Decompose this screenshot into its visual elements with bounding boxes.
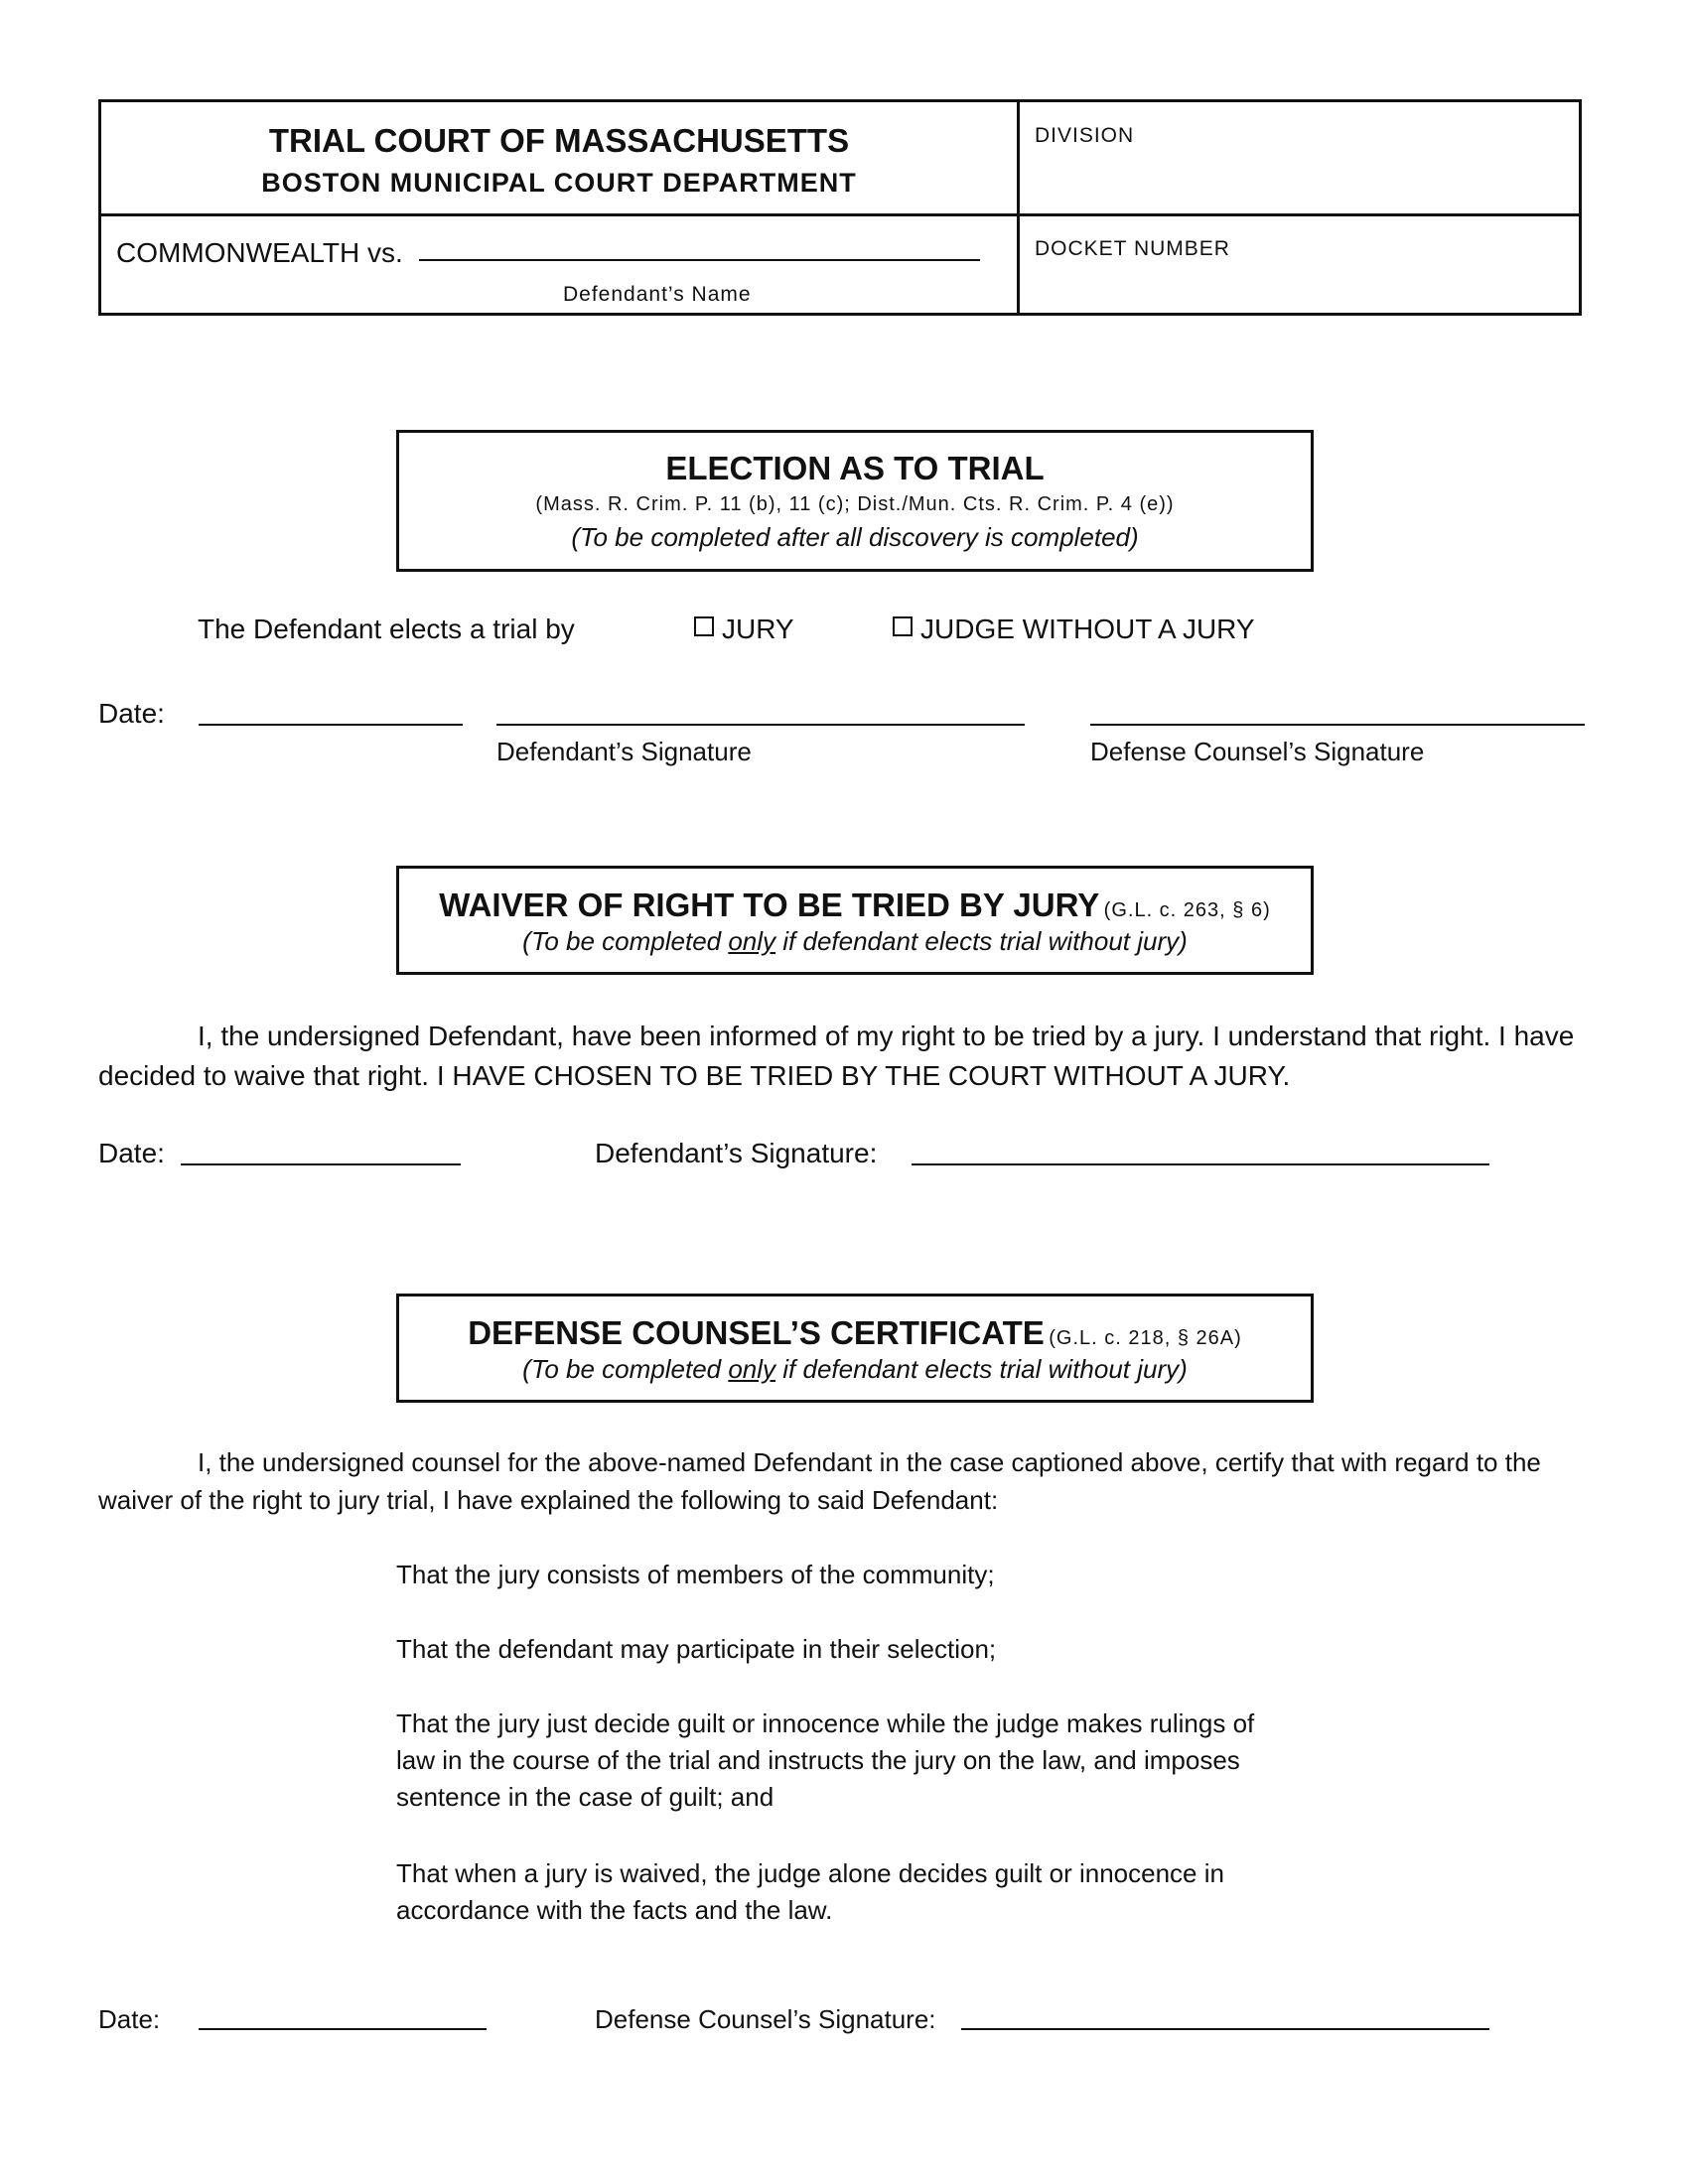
election-defendant-signature-label: Defendant’s Signature <box>496 737 752 766</box>
waiver-citation: (G.L. c. 263, § 6) <box>1103 899 1271 921</box>
waiver-defendant-signature-label: Defendant’s Signature: <box>595 1138 878 1168</box>
election-citation: (Mass. R. Crim. P. 11 (b), 11 (c); Dist./Mun. Cts. R. Crim. P. 4 (e)) <box>535 493 1175 515</box>
certificate-date-label: Date: <box>98 2004 161 2034</box>
defendant-name-label: Defendant’s Name <box>563 283 752 306</box>
option-judge-label: JUDGE WITHOUT A JURY <box>920 614 1255 644</box>
option-jury[interactable] <box>694 614 794 645</box>
election-date-label: Date: <box>98 698 165 729</box>
election-note: (To be completed after all discovery is completed) <box>571 522 1139 552</box>
election-counsel-signature-field[interactable] <box>1090 724 1585 726</box>
judge-checkbox[interactable] <box>893 616 913 636</box>
caption-prefix: COMMONWEALTH vs. <box>116 237 403 268</box>
waiver-heading <box>399 887 1311 924</box>
defendant-name-field[interactable] <box>419 259 980 261</box>
header-divider-vertical <box>1017 102 1020 313</box>
certificate-citation: (G.L. c. 218, § 26A) <box>1049 1327 1242 1349</box>
certificate-item: That the defendant may participate in their selection; <box>396 1634 997 1664</box>
jury-checkbox[interactable] <box>694 616 714 636</box>
certificate-item: That when a jury is waived, the judge alone decides guilt or innocence in accordance with the facts and the law. <box>396 1858 1224 1925</box>
docket-number-label: DOCKET NUMBER <box>1035 237 1230 260</box>
waiver-statement: I, the undersigned Defendant, have been informed of my right to be tried by a jury. I understand that right. I have decided to waive that right. I HAVE CHOSEN TO BE TRIED BY THE COURT WITHOUT A JURY. <box>98 1021 1575 1091</box>
election-date-field[interactable] <box>199 724 463 726</box>
docket-number-field[interactable] <box>1035 267 1561 307</box>
division-label: DIVISION <box>1035 124 1135 147</box>
certificate-section-box <box>396 1294 1314 1403</box>
certificate-statement: I, the undersigned counsel for the above-named Defendant in the case captioned above, certify that with regard to the waiver of the right to jury trial, I have explained the following to said Defendant: <box>98 1447 1541 1515</box>
division-field[interactable] <box>1035 154 1561 204</box>
waiver-title: WAIVER OF RIGHT TO BE TRIED BY JURY <box>439 887 1100 923</box>
election-defendant-signature-field[interactable] <box>496 724 1025 726</box>
election-section-box <box>396 430 1314 572</box>
election-prompt: The Defendant elects a trial by <box>198 614 575 644</box>
election-counsel-signature-label: Defense Counsel’s Signature <box>1090 737 1425 766</box>
certificate-counsel-signature-label: Defense Counsel’s Signature: <box>595 2004 936 2034</box>
waiver-defendant-signature-field[interactable] <box>912 1163 1489 1165</box>
certificate-item: That the jury just decide guilt or innocence while the judge makes rulings of law in the course of the trial and instructs the jury on the law, and imposes sentence in the case of guilt; and <box>396 1708 1255 1812</box>
certificate-heading <box>399 1314 1311 1352</box>
certificate-item: That the jury consists of members of the community; <box>396 1560 995 1589</box>
certificate-counsel-signature-field[interactable] <box>961 2028 1489 2030</box>
header-divider-horizontal <box>101 213 1579 216</box>
court-title: TRIAL COURT OF MASSACHUSETTS <box>268 122 850 159</box>
certificate-title: DEFENSE COUNSEL’S CERTIFICATE <box>468 1314 1045 1351</box>
waiver-section-box <box>396 866 1314 975</box>
certificate-date-field[interactable] <box>199 2028 487 2030</box>
option-jury-label: JURY <box>722 614 794 644</box>
court-department: BOSTON MUNICIPAL COURT DEPARTMENT <box>261 168 857 198</box>
waiver-note: (To be completed only if defendant elects trial without jury) <box>522 926 1188 956</box>
election-title: ELECTION AS TO TRIAL <box>665 450 1045 486</box>
case-header <box>98 99 1582 316</box>
option-judge-without-jury[interactable] <box>893 614 1255 645</box>
certificate-note: (To be completed only if defendant elects trial without jury) <box>522 1354 1188 1384</box>
waiver-date-label: Date: <box>98 1138 165 1168</box>
waiver-date-field[interactable] <box>181 1163 461 1165</box>
